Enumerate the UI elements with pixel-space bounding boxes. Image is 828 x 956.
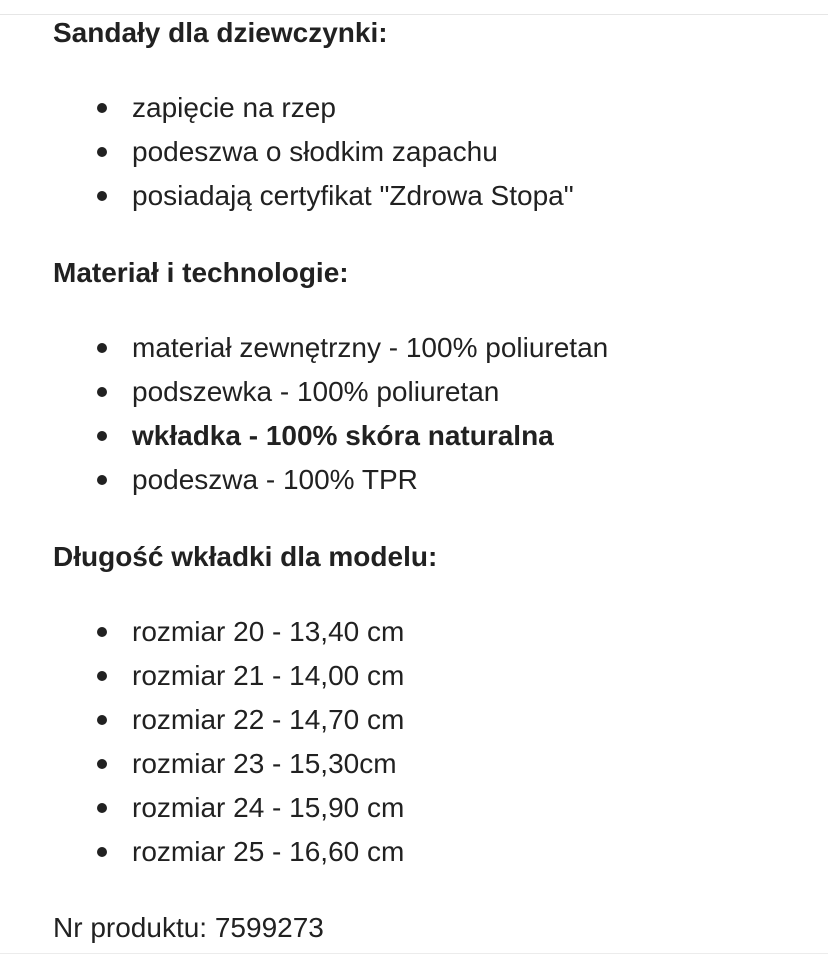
bullet-icon bbox=[97, 147, 107, 157]
section-heading-features: Sandały dla dziewczynki: bbox=[53, 17, 388, 48]
list-item-text: materiał zewnętrzny - 100% poliuretan bbox=[132, 332, 609, 363]
list-item bbox=[0, 742, 828, 786]
bullet-icon bbox=[97, 387, 107, 397]
list-item bbox=[0, 326, 828, 370]
list-item bbox=[0, 130, 828, 174]
list-item bbox=[0, 654, 828, 698]
features-list bbox=[0, 86, 828, 218]
bullet-icon bbox=[97, 103, 107, 113]
list-item bbox=[0, 458, 828, 502]
list-item-text: podeszwa - 100% TPR bbox=[132, 464, 418, 495]
bullet-icon bbox=[97, 475, 107, 485]
section-heading-materials: Materiał i technologie: bbox=[53, 257, 349, 288]
bullet-icon bbox=[97, 431, 107, 441]
bullet-icon bbox=[97, 671, 107, 681]
bullet-icon bbox=[97, 627, 107, 637]
list-item-text: rozmiar 23 - 15,30cm bbox=[132, 748, 397, 779]
list-item bbox=[0, 370, 828, 414]
list-item-text: rozmiar 21 - 14,00 cm bbox=[132, 660, 405, 691]
list-item-text-emphasized: wkładka - 100% skóra naturalna bbox=[132, 420, 554, 451]
list-item-text: posiadają certyfikat "Zdrowa Stopa" bbox=[132, 180, 574, 211]
bullet-icon bbox=[97, 847, 107, 857]
list-item-text: rozmiar 22 - 14,70 cm bbox=[132, 704, 405, 735]
bullet-icon bbox=[97, 715, 107, 725]
list-item bbox=[0, 174, 828, 218]
list-item-text: podszewka - 100% poliuretan bbox=[132, 376, 500, 407]
section-heading-insole-length: Długość wkładki dla modelu: bbox=[53, 541, 438, 572]
list-item-text: zapięcie na rzep bbox=[132, 92, 336, 123]
list-item bbox=[0, 414, 828, 458]
insole-length-list bbox=[0, 610, 828, 874]
bullet-icon bbox=[97, 343, 107, 353]
top-divider bbox=[0, 14, 828, 15]
list-item-text: rozmiar 24 - 15,90 cm bbox=[132, 792, 405, 823]
bullet-icon bbox=[97, 803, 107, 813]
list-item bbox=[0, 786, 828, 830]
list-item bbox=[0, 610, 828, 654]
bullet-icon bbox=[97, 191, 107, 201]
product-number: Nr produktu: 7599273 bbox=[53, 912, 324, 943]
list-item-text: rozmiar 25 - 16,60 cm bbox=[132, 836, 405, 867]
bottom-divider bbox=[0, 953, 828, 954]
materials-list bbox=[0, 326, 828, 502]
list-item-text: rozmiar 20 - 13,40 cm bbox=[132, 616, 405, 647]
list-item bbox=[0, 698, 828, 742]
list-item-text: podeszwa o słodkim zapachu bbox=[132, 136, 498, 167]
list-item bbox=[0, 86, 828, 130]
list-item bbox=[0, 830, 828, 874]
bullet-icon bbox=[97, 759, 107, 769]
